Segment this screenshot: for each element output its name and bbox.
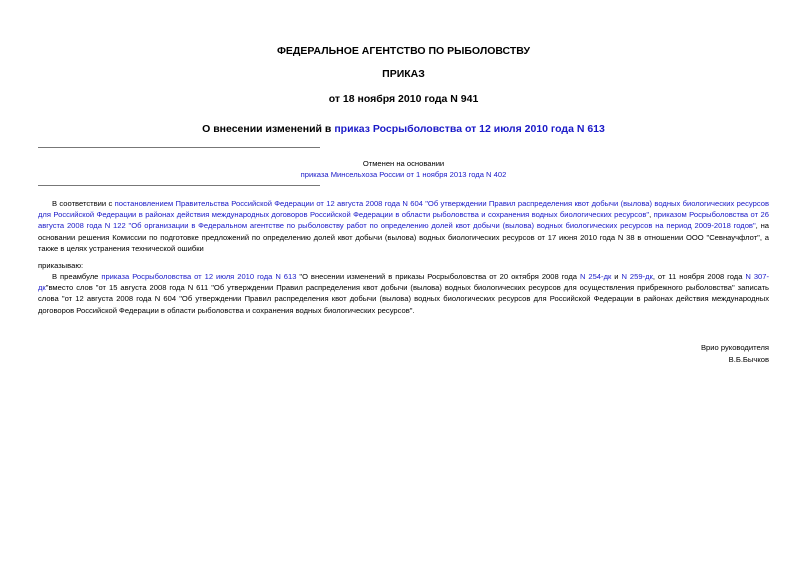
subject-heading: [0, 123, 807, 135]
order-122-link[interactable]: приказом Росрыболовства от 26 августа 2008 года N 122 "Об организации в Федеральном агентстве по рыболовству работ по определению долей квот добычи (вылова) водных биологических ресурсов на период 2009-2018 годов": [38, 210, 769, 231]
doc-type-heading: ПРИКАЗ: [382, 68, 425, 80]
p1-text-3: , на основании решения Комиссии по подготовке предложений по определению долей квот добычи (вылова) водных биологических ресурсов от 17 июня 2010 года N 38 в отношении ООО "Севнаучфлот", а также в целях устранения технической ошибки: [38, 221, 770, 253]
p3-text-3: и: [611, 272, 622, 281]
cancellation-source: [0, 170, 807, 179]
p3-text-4: , от 11 ноября 2008 года: [652, 272, 746, 281]
government-decree-link[interactable]: постановлением Правительства Российской Федерации от 12 августа 2008 года N 604 "Об утверждении Правил распределения квот добычи (вылова) водных биологических ресурсов для Российской Федерации в районах действия международных договоров Российской Федерации в области рыболовства и сохранения водных биологических ресурсов": [38, 199, 770, 220]
subject-link[interactable]: приказ Росрыболовства от 12 июля 2010 года N 613: [334, 123, 605, 135]
cancellation-note: Отменен на основании: [362, 159, 445, 168]
p3-text-5: "вместо слов "от 15 августа 2008 года N 611 "Об утверждении Правил распределения квот добычи (вылова) водных биологических ресурсов для осуществления прибрежного рыболовства" записать слова "от 12 августа 2008 года N 604 "Об утверждении Правил распределения квот добычи (вылова) водных биологических ресурсов для Российской Федерации в районах действия международных договоров Российской Федерации в области рыболовства и сохранения водных биологических ресурсов".: [38, 283, 769, 315]
preamble-paragraph: [38, 198, 769, 254]
cancellation-link[interactable]: приказа Минсельхоза России от 1 ноября 2013 года N 402: [300, 170, 507, 179]
agency-heading: ФЕДЕРАЛЬНОЕ АГЕНТСТВО ПО РЫБОЛОВСТВУ: [276, 45, 531, 57]
divider-top: [38, 147, 320, 148]
divider-bottom: [38, 185, 320, 186]
subject-prefix: О внесении изменений в: [202, 123, 335, 135]
p3-text-1: В преамбуле: [52, 272, 102, 281]
p1-text-2: ,: [649, 210, 654, 220]
order-613-link[interactable]: приказа Росрыболовства от 12 июля 2010 года N 613: [101, 272, 297, 281]
order-259-link[interactable]: N 259-дк: [621, 272, 653, 281]
order-word: приказываю:: [38, 261, 84, 270]
p3-text-2: "О внесении изменений в приказы Росрыболовства от 20 октября 2008 года: [296, 272, 580, 281]
amendment-paragraph: [38, 271, 769, 316]
signatory-name: В.Б.Бычков: [728, 355, 769, 364]
p1-text-1: В соответствии с: [52, 199, 115, 208]
date-number-heading: от 18 ноября 2010 года N 941: [328, 93, 479, 105]
order-307-link[interactable]: N 307-дк: [38, 272, 770, 293]
signatory-title: Врио руководителя: [700, 343, 769, 352]
order-254-link[interactable]: N 254-дк: [579, 272, 612, 281]
